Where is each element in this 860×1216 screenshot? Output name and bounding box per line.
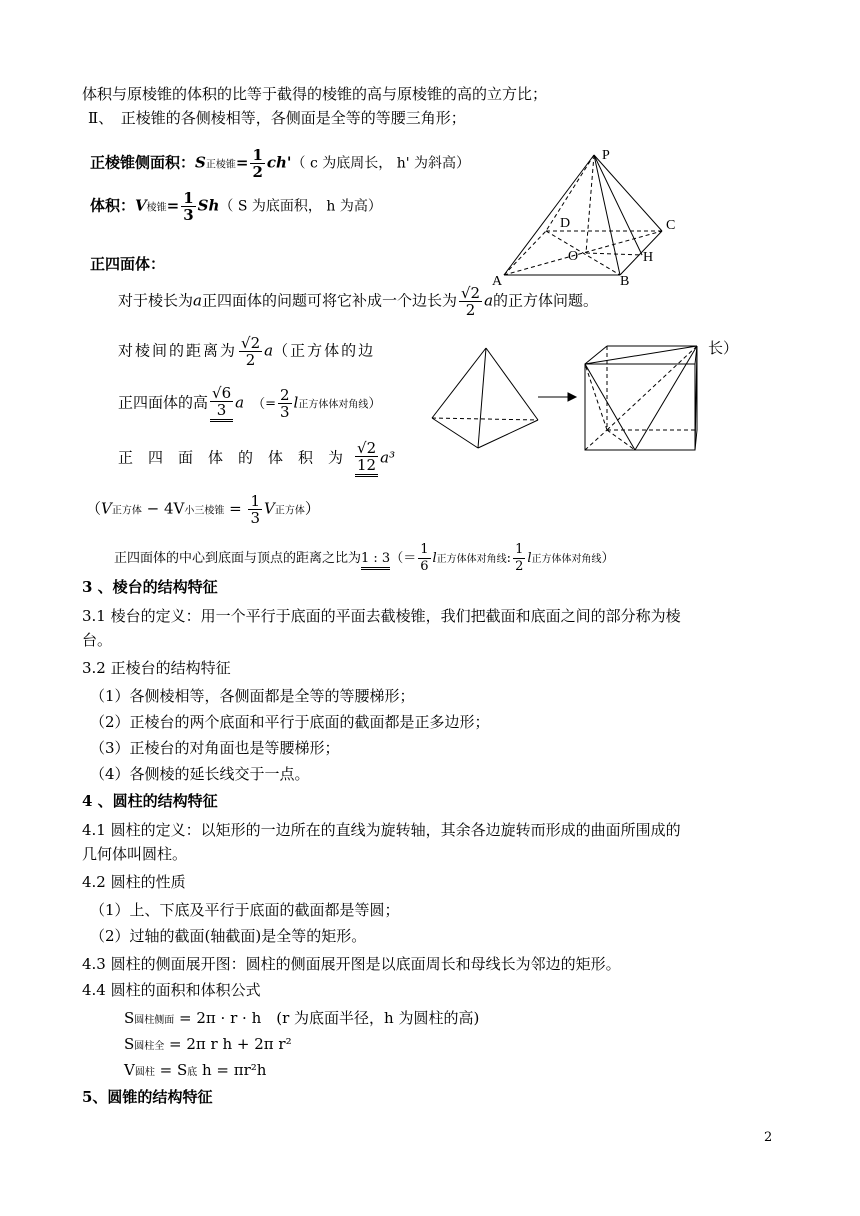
tetra-line-2-end: 长） xyxy=(708,339,739,357)
subscript: 棱锥 xyxy=(146,202,167,214)
paragraph-line: 几何体叫圆柱。 xyxy=(82,845,188,863)
equals: = xyxy=(265,396,276,412)
text: 的正方体问题。 xyxy=(493,291,599,310)
page-number: 2 xyxy=(764,1130,773,1145)
volume-formula xyxy=(90,190,382,223)
text: （＝ xyxy=(390,551,417,566)
vertex-label-a: A xyxy=(492,274,503,289)
text: （ xyxy=(86,499,102,518)
text: 正 四 面 体 的 体 积 为 xyxy=(118,448,344,467)
lateral-area-formula xyxy=(90,147,470,180)
label: 体积： xyxy=(90,196,136,215)
section-heading-3: 3 、棱台的结构特征 xyxy=(82,578,218,596)
subscript: 正方体体对角线 xyxy=(436,554,507,565)
paragraph-line: 3.2 正棱台的结构特征 xyxy=(82,659,231,677)
subscript: 正方体体对角线 xyxy=(531,554,602,565)
fraction: $\frac{1}{2}$ xyxy=(515,542,524,574)
symbol: a xyxy=(235,393,245,412)
vertex-label-p: P xyxy=(602,148,610,163)
text: ） xyxy=(601,551,615,566)
symbol: a xyxy=(193,291,202,310)
subscript: 圆柱侧面 xyxy=(134,1015,175,1026)
text: = S xyxy=(154,1061,188,1079)
fraction: $\frac{√2}{2}$ xyxy=(241,334,261,369)
paragraph-line: 体积与原棱锥的体积的比等于截得的棱锥的高与原棱锥的高的立方比； xyxy=(82,85,548,103)
point-label-h: H xyxy=(643,250,654,265)
text: = 2π r h + 2π r² xyxy=(164,1035,292,1053)
symbol: S xyxy=(124,1009,135,1027)
subscript: 正方体体对角线 xyxy=(298,399,369,411)
note: （ S 为底面积， h 为高） xyxy=(219,198,382,215)
symbol: l xyxy=(432,551,437,566)
symbol: ch' xyxy=(266,153,292,172)
fraction: $\frac{√2}{12}$ xyxy=(355,440,378,477)
paragraph-line: Ⅱ、 正棱锥的各侧棱相等，各侧面是全等的等腰三角形； xyxy=(88,109,466,127)
subscript: 正方体 xyxy=(274,505,305,517)
note: （ c 为底周长， h' 为斜高） xyxy=(291,155,471,172)
fraction: $\frac{√2}{2}$ xyxy=(460,284,481,319)
subscript: 底 xyxy=(187,1067,198,1078)
subscript: 小三棱锥 xyxy=(184,505,225,517)
list-item: （2）正棱台的两个底面和平行于底面的截面都是正多边形； xyxy=(90,713,490,731)
fraction: $\frac{2}{3}$ xyxy=(280,386,290,421)
ratio: 1 : 3 xyxy=(361,551,390,570)
tetra-line-4 xyxy=(118,440,395,477)
vertex-label-b: B xyxy=(620,274,630,289)
subscript: 正方体 xyxy=(111,505,142,517)
fraction: $\frac{1}{6}$ xyxy=(420,542,429,574)
pyramid-figure xyxy=(490,145,690,290)
tetra-line-3 xyxy=(118,385,381,422)
tetrahedron-cube-figure xyxy=(420,340,710,465)
paragraph-line: 台。 xyxy=(82,631,113,649)
text: ） xyxy=(304,499,320,518)
list-item: （3）正棱台的对角面也是等腰梯形； xyxy=(90,739,340,757)
symbol: V xyxy=(101,499,112,518)
section-title: 正四面体： xyxy=(90,255,166,273)
fraction: $\frac{√6}{3}$ xyxy=(210,385,233,422)
symbol: S xyxy=(124,1035,135,1053)
equals: = xyxy=(224,499,247,518)
equals: = xyxy=(166,196,180,215)
formula-lateral-area xyxy=(124,1008,479,1031)
text: （正方体的边 xyxy=(273,341,376,360)
point-label-o: O xyxy=(568,249,579,264)
text: 正四面体的问题可将它补成一个边长为 xyxy=(201,291,457,310)
paragraph-line: 3.1 棱台的定义：用一个平行于底面的平面去截棱锥，我们把截面和底面之间的部分称为棱 xyxy=(82,607,681,625)
formula-volume xyxy=(124,1060,266,1083)
list-item: （1）各侧棱相等，各侧面都是全等的等腰梯形； xyxy=(90,687,415,705)
tetra-line-2 xyxy=(118,335,375,368)
text: ） xyxy=(368,396,382,412)
symbol: Sh xyxy=(197,196,220,215)
text: = 2π · r · h (r 为底面半径，h 为圆柱的高) xyxy=(174,1009,480,1027)
symbol: V xyxy=(135,196,147,215)
text: 正四面体的中心到底面与顶点的距离之比为 xyxy=(114,551,362,566)
fraction: $\frac{1}{3}$ xyxy=(183,189,194,224)
subscript: 正棱锥 xyxy=(205,159,236,171)
tetra-line-1 xyxy=(118,285,598,318)
list-item: （1）上、下底及平行于底面的截面都是等圆； xyxy=(90,901,400,919)
paragraph-line: 4.2 圆柱的性质 xyxy=(82,873,186,891)
label: 正棱锥侧面积： xyxy=(90,153,196,172)
text: 正四面体的高 xyxy=(118,393,209,412)
text: h = πr²h xyxy=(197,1061,267,1079)
list-item: （2）过轴的截面(轴截面)是全等的矩形。 xyxy=(90,927,367,945)
subscript: 圆柱 xyxy=(134,1067,155,1078)
text: 对棱间的距离为 xyxy=(118,341,238,360)
subscript: 圆柱全 xyxy=(134,1041,165,1052)
vertex-label-c: C xyxy=(666,218,676,233)
paragraph-line: 4.3 圆柱的侧面展开图：圆柱的侧面展开图是以底面周长和母线长为邻边的矩形。 xyxy=(82,955,621,973)
section-heading-4: 4 、圆柱的结构特征 xyxy=(82,792,218,810)
tetra-line-5 xyxy=(86,493,320,526)
symbol: a xyxy=(484,291,494,310)
section-heading-5: 5、圆锥的结构特征 xyxy=(82,1088,213,1106)
formula-total-area xyxy=(124,1034,292,1057)
symbol: l xyxy=(527,551,532,566)
text: （ xyxy=(252,396,266,412)
symbol: l xyxy=(293,393,299,412)
symbol: V xyxy=(124,1061,135,1079)
symbol: S xyxy=(195,153,206,172)
list-item: （4）各侧棱的延长线交于一点。 xyxy=(90,765,310,783)
vertex-label-d: D xyxy=(560,216,571,231)
symbol: a³ xyxy=(380,448,396,467)
symbol: a xyxy=(264,341,274,360)
paragraph-line: 4.1 圆柱的定义：以矩形的一边所在的直线为旋转轴，其余各边旋转而形成的曲面所围成的 xyxy=(82,821,681,839)
fraction: $\frac{1}{3}$ xyxy=(250,492,260,527)
text: − 4V xyxy=(141,499,185,518)
colon: : xyxy=(506,551,512,566)
paragraph-line: 4.4 圆柱的面积和体积公式 xyxy=(82,981,261,999)
equals: = xyxy=(235,153,249,172)
symbol: V xyxy=(264,499,275,518)
tetra-line-6 xyxy=(114,542,615,575)
fraction: $\frac{1}{2}$ xyxy=(252,146,263,181)
text: 对于棱长为 xyxy=(118,291,194,310)
